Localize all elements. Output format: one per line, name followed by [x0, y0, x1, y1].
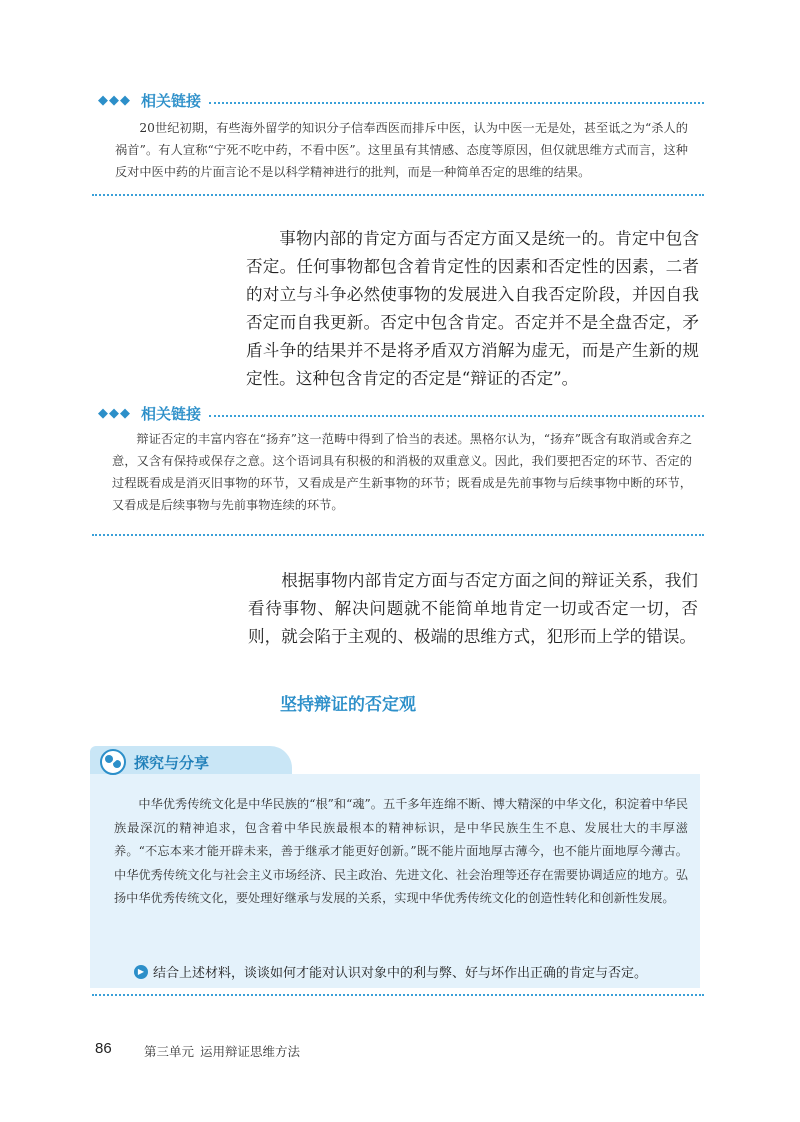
explore-task — [134, 962, 647, 981]
dotted-rule — [209, 102, 704, 104]
explore-text: 中华优秀传统文化是中华民族的“根”和“魂”。五千多年连绵不断、博大精深的中华文化，积淀着中华民族最深沉的精神追求，包含着中华民族最根本的精神标识，是中华民族生生不息、发展壮大的丰厚滋养。“不忘本来才能开辟未来，善于继承才能更好创新。”既不能片面地厚古薄今，也不能片面地厚今薄古。中华优秀传统文化与社会主义市场经济、民主政治、先进文化、社会治理等还存在需要协调适应的地方。弘扬中华优秀传统文化，要处理好继承与发展的关系，实现中华优秀传统文化的创造性转化和创新性发展。 — [114, 797, 688, 905]
diamond-bullets-icon: ◆◆◆ — [98, 406, 131, 421]
body-paragraph-1: 事物内部的肯定方面与否定方面又是统一的。肯定中包含否定。任何事物都包含着肯定性的因素和否定性的因素，二者的对立与斗争必然使事物的发展进入自我否定阶段，并因自我否定而自我更新。否定中包含肯定。否定并不是全盘否定，矛盾斗争的结果并不是将矛盾双方消解为虚无，而是产生新的规定性。这种包含肯定的否定是“辩证的否定”。 — [246, 229, 699, 388]
body-paragraph-2: 根据事物内部肯定方面与否定方面之间的辩证关系，我们看待事物、解决问题就不能简单地肯定一切或否定一切，否则，就会陷于主观的、极端的思维方式，犯形而上学的错误。 — [248, 571, 698, 646]
section-title: 坚持辩证的否定观 — [280, 695, 416, 715]
page-number: 86 — [95, 1040, 112, 1057]
footer-unit: 第三单元 — [144, 1044, 195, 1059]
explore-icon — [100, 749, 126, 775]
related-link-header-2 — [98, 403, 704, 424]
footer-chapter: 运用辩证思维方法 — [200, 1044, 301, 1059]
dotted-divider — [92, 534, 704, 536]
dotted-divider — [92, 194, 704, 196]
play-icon: ▶ — [134, 965, 148, 979]
diamond-bullets-icon: ◆◆◆ — [98, 93, 131, 108]
dotted-rule — [209, 415, 704, 417]
explore-task-text: 结合上述材料，谈谈如何才能对认识对象中的利与弊、好与坏作出正确的肯定与否定。 — [153, 966, 648, 981]
related-link-title: 相关链接 — [141, 405, 202, 423]
explore-title: 探究与分享 — [134, 754, 210, 772]
related-link-title: 相关链接 — [141, 92, 202, 110]
related-link-text-1: 20世纪初期，有些海外留学的知识分子信奉西医而排斥中医，认为中医一无是处，甚至诋之为“杀人的祸首”。有人宣称“宁死不吃中药，不看中医”。这里虽有其情感、态度等原因，但仅就思维方式而言，这种反对中医中药的片面言论不是以科学精神进行的批判，而是一种简单否定的思维的结果。 — [115, 121, 688, 179]
related-link-text-2: 辩证否定的丰富内容在“扬弃”这一范畴中得到了恰当的表述。黑格尔认为，“扬弃”既含有取消或舍弃之意，又含有保持或保存之意。这个语词具有积极的和消极的双重意义。因此，我们要把否定的环节、否定的过程既看成是消灭旧事物的环节，又看成是产生新事物的环节；既看成是先前事物与后续事物中断的环节，又看成是后续事物与先前事物连续的环节。 — [112, 432, 692, 512]
dotted-divider — [92, 994, 704, 996]
related-link-header-1 — [98, 90, 704, 111]
